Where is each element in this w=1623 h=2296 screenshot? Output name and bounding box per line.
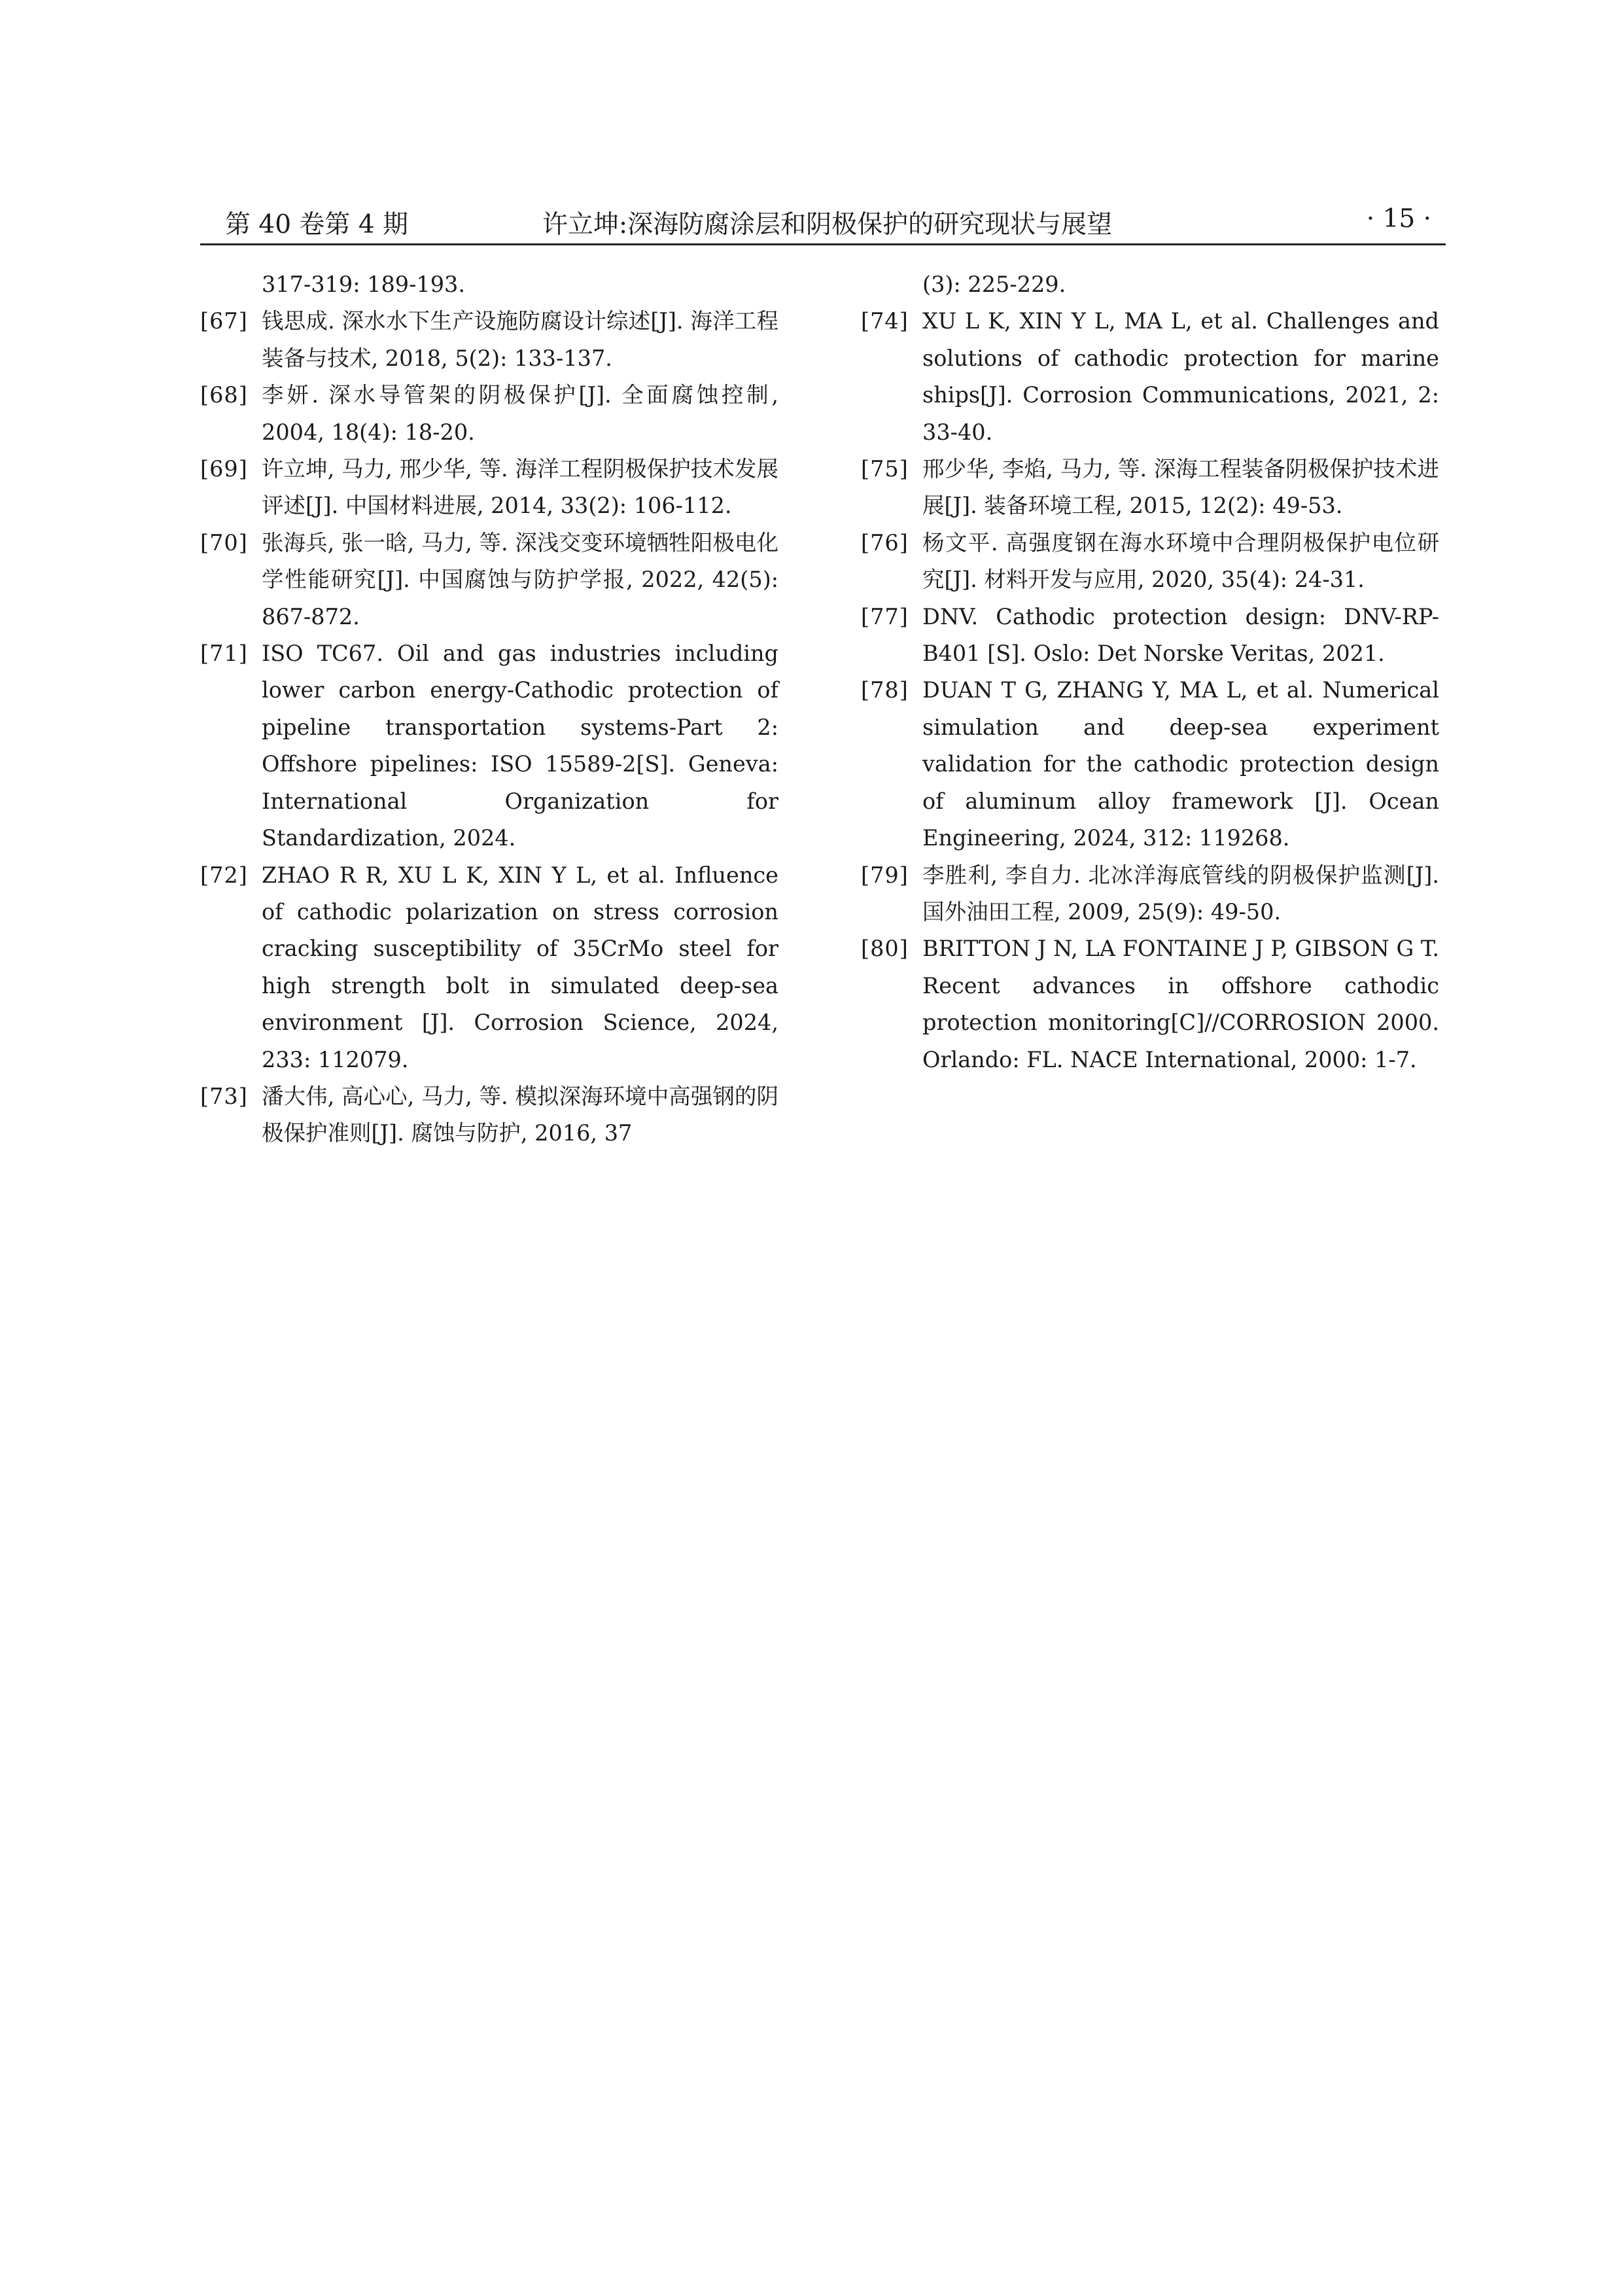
reference-item (200, 635, 778, 857)
reference-text: DNV. Cathodic protection design: DNV-RP-B401 [S]. Oslo: Det Norske Veritas, 2021. (922, 603, 1439, 667)
running-header (200, 198, 1446, 245)
reference-text: 杨文平. 高强度钢在海水环境中合理阴极保护电位研究[J]. 材料开发与应用, 2020, 35(4): 24-31. (922, 529, 1439, 593)
reference-number: [79] (861, 862, 909, 888)
reference-number: [75] (861, 456, 909, 482)
reference-text: ZHAO R R, XU L K, XIN Y L, et al. Influence of cathodic polarization on stress corrosion cracking susceptibility of 35CrMo steel for high strength bolt in simulated deep-sea environment [J]. Corrosion Science, 2024, 233: 112079. (262, 862, 778, 1072)
reference-number: [74] (861, 308, 909, 334)
reference-number: [67] (200, 308, 248, 334)
reference-number: [70] (200, 529, 248, 556)
reference-item (200, 451, 778, 525)
reference-number: [68] (200, 382, 248, 408)
reference-number: [78] (861, 677, 909, 703)
reference-number: [76] (861, 529, 909, 556)
reference-text: 钱思成. 深水水下生产设施防腐设计综述[J]. 海洋工程装备与技术, 2018, 5(2): 133-137. (262, 308, 778, 371)
reference-item (200, 303, 778, 377)
reference-number: [73] (200, 1083, 248, 1109)
reference-number: [80] (861, 936, 909, 962)
reference-item (200, 1078, 778, 1152)
reference-item (200, 857, 778, 1078)
journal-issue: 第 40 卷第 4 期 (225, 210, 409, 239)
reference-text: XU L K, XIN Y L, MA L, et al. Challenges and solutions of cathodic protection for marine ships[J]. Corrosion Communications, 2021, 2: 33-40. (922, 308, 1439, 445)
reference-item (861, 930, 1439, 1078)
reference-text: 邢少华, 李焰, 马力, 等. 深海工程装备阴极保护技术进展[J]. 装备环境工程, 2015, 12(2): 49-53. (922, 456, 1439, 519)
reference-number: [77] (861, 603, 909, 629)
reference-item (861, 303, 1439, 451)
reference-text: DUAN T G, ZHANG Y, MA L, et al. Numerical simulation and deep-sea experiment validation for the cathodic protection design of aluminum alloy framework [J]. Ocean Engineering, 2024, 312: 119268. (922, 677, 1439, 851)
running-title: 许立坤:深海防腐涂层和阴极保护的研究现状与展望 (542, 210, 1113, 239)
reference-text: 许立坤, 马力, 邢少华, 等. 海洋工程阴极保护技术发展评述[J]. 中国材料进展, 2014, 33(2): 106-112. (262, 456, 778, 519)
reference-item (861, 525, 1439, 599)
left-column (200, 266, 778, 1152)
reference-item (200, 377, 778, 451)
reference-continuation: 317-319: 189-193. (262, 272, 465, 297)
reference-text: 李妍. 深水导管架的阴极保护[J]. 全面腐蚀控制, 2004, 18(4): 18-20. (262, 382, 778, 445)
reference-item (200, 525, 778, 635)
right-column (861, 266, 1439, 1078)
reference-item (861, 451, 1439, 525)
reference-text: 李胜利, 李自力. 北冰洋海底管线的阴极保护监测[J]. 国外油田工程, 2009, 25(9): 49-50. (922, 862, 1439, 925)
reference-continuation: (3): 225-229. (922, 272, 1066, 297)
reference-item (861, 599, 1439, 673)
reference-number: [69] (200, 456, 248, 482)
reference-text: 潘大伟, 高心心, 马力, 等. 模拟深海环境中高强钢的阴极保护准则[J]. 腐蚀与防护, 2016, 37 (262, 1083, 778, 1146)
reference-item (861, 857, 1439, 931)
reference-text: 张海兵, 张一晗, 马力, 等. 深浅交变环境牺牲阳极电化学性能研究[J]. 中国腐蚀与防护学报, 2022, 42(5): 867-872. (262, 529, 778, 629)
reference-text: ISO TC67. Oil and gas industries including lower carbon energy-Cathodic protection of pipeline transportation systems-Part 2: Offshore pipelines: ISO 15589-2[S]. Geneva: International Organization for Standardization, 2024. (262, 641, 778, 851)
reference-item (861, 672, 1439, 857)
reference-number: [72] (200, 862, 248, 888)
reference-number: [71] (200, 641, 248, 667)
reference-text: BRITTON J N, LA FONTAINE J P, GIBSON G T. Recent advances in offshore cathodic protection monitoring[C]//CORROSION 2000. Orlando: FL. NACE International, 2000: 1-7. (922, 936, 1439, 1072)
page-number: · 15 · (1366, 204, 1431, 234)
